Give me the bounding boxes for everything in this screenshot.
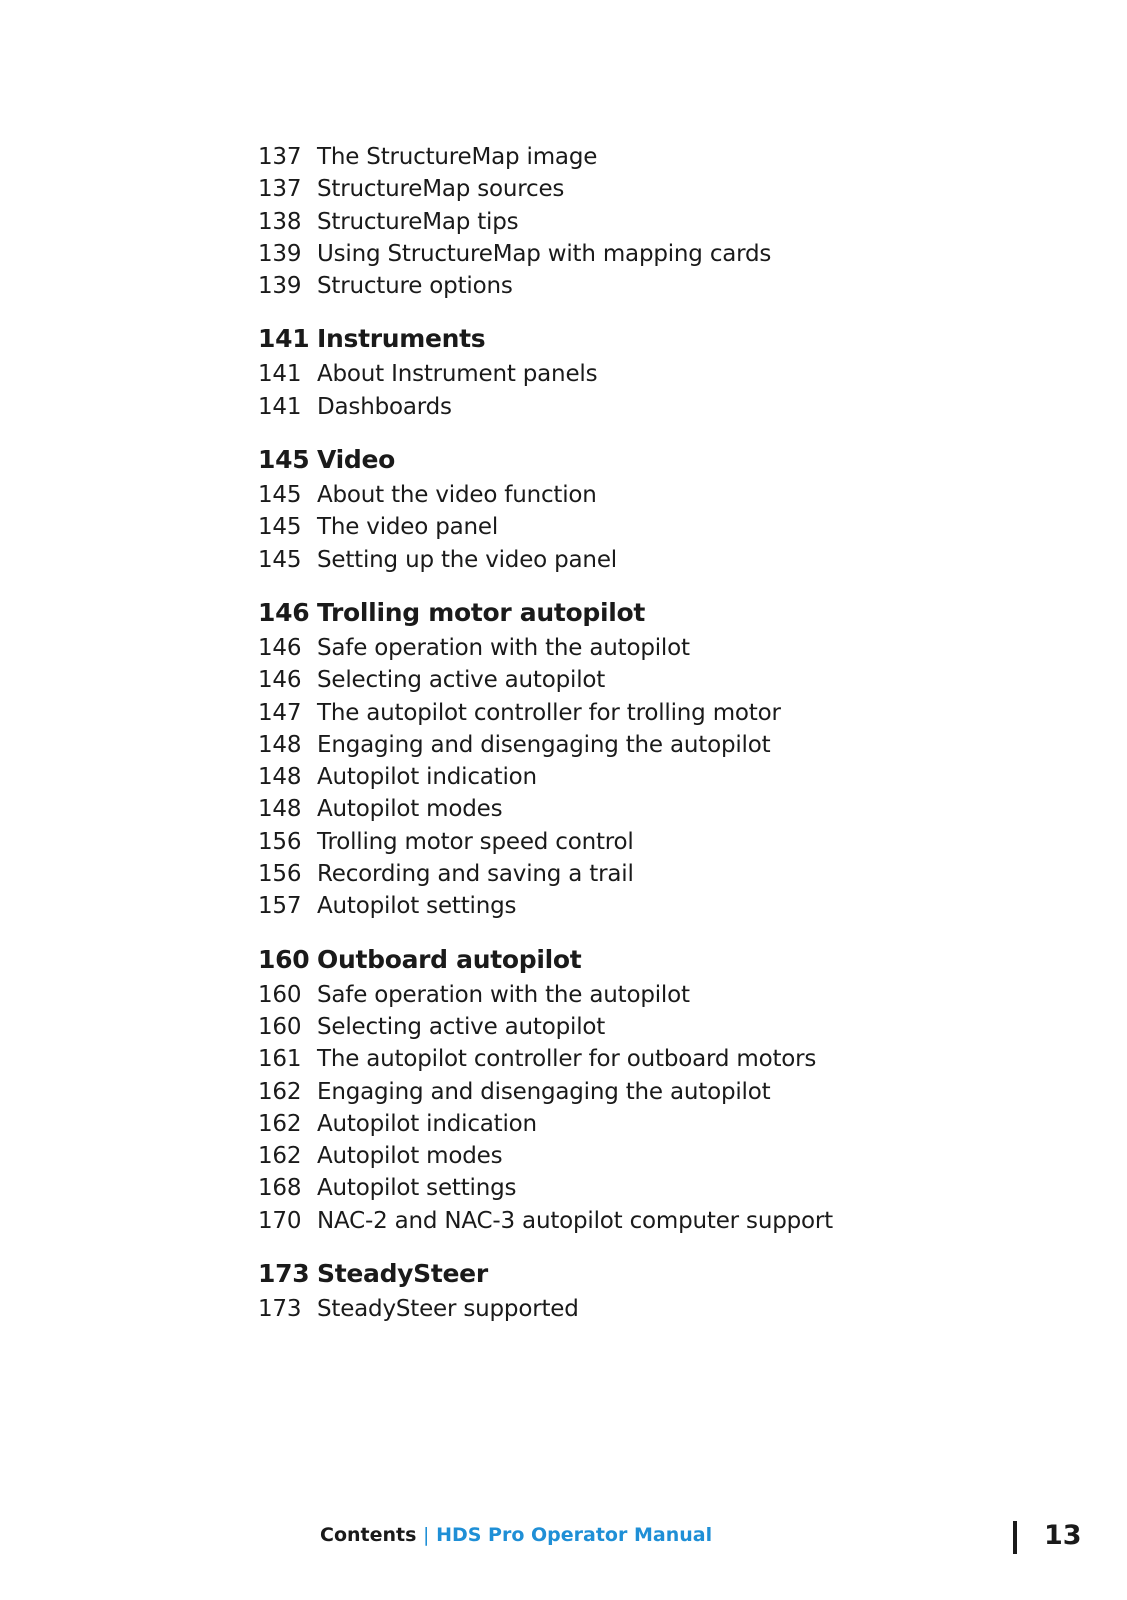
toc-entry[interactable] (258, 1205, 1058, 1237)
chapter-title: Instruments (317, 324, 486, 354)
toc-entry[interactable] (258, 1293, 1058, 1325)
toc-section (258, 1255, 1058, 1325)
toc-chapter-heading[interactable] (258, 594, 1058, 632)
entry-page-number: 161 (258, 1046, 302, 1073)
entry-title: Autopilot settings (317, 893, 517, 920)
toc-entry[interactable] (258, 206, 1058, 238)
toc-entry[interactable] (258, 858, 1058, 890)
toc-entry[interactable] (258, 1043, 1058, 1075)
toc-entry[interactable] (258, 632, 1058, 664)
entry-title: Autopilot indication (317, 1110, 537, 1137)
toc-entry[interactable] (258, 664, 1058, 696)
entry-page-number: 146 (258, 634, 302, 661)
entry-page-number: 170 (258, 1207, 302, 1234)
entry-title: Setting up the video panel (317, 546, 617, 573)
entry-page-number: 156 (258, 828, 302, 855)
entry-page-number: 145 (258, 514, 302, 541)
entry-page-number: 139 (258, 240, 302, 267)
chapter-page-number: 141 (258, 324, 310, 354)
entry-page-number: 162 (258, 1110, 302, 1137)
toc-entry[interactable] (258, 544, 1058, 576)
entry-page-number: 168 (258, 1175, 302, 1202)
footer-divider-bar (1013, 1521, 1017, 1554)
toc-entry[interactable] (258, 141, 1058, 173)
entry-page-number: 148 (258, 796, 302, 823)
footer-manual-title: HDS Pro Operator Manual (436, 1524, 713, 1546)
toc-entry[interactable] (258, 1076, 1058, 1108)
toc-entry[interactable] (258, 793, 1058, 825)
entry-page-number: 173 (258, 1296, 302, 1323)
chapter-page-number: 173 (258, 1259, 310, 1289)
entry-page-number: 156 (258, 861, 302, 888)
toc-entry[interactable] (258, 1172, 1058, 1204)
toc-entry[interactable] (258, 890, 1058, 922)
entry-title: Engaging and disengaging the autopilot (317, 1078, 771, 1105)
entry-title: Structure options (317, 273, 513, 300)
toc-entry[interactable] (258, 238, 1058, 270)
table-of-contents (258, 141, 1058, 1325)
entry-page-number: 145 (258, 546, 302, 573)
entry-page-number: 147 (258, 699, 302, 726)
entry-page-number: 137 (258, 176, 302, 203)
entry-title: Dashboards (317, 393, 452, 420)
toc-entry[interactable] (258, 729, 1058, 761)
entry-title: Selecting active autopilot (317, 667, 606, 694)
toc-section (258, 594, 1058, 923)
entry-page-number: 162 (258, 1143, 302, 1170)
footer-page-number: 13 (1044, 1520, 1082, 1551)
chapter-title: Trolling motor autopilot (317, 597, 646, 627)
entry-title: The video panel (317, 514, 499, 541)
chapter-title: Outboard autopilot (317, 944, 582, 974)
entry-title: The StructureMap image (317, 144, 598, 170)
entry-title: Safe operation with the autopilot (317, 981, 690, 1008)
entry-title: About Instrument panels (317, 361, 598, 388)
entry-title: StructureMap tips (317, 208, 519, 235)
entry-title: Autopilot settings (317, 1175, 517, 1202)
chapter-page-number: 146 (258, 597, 310, 627)
toc-entry[interactable] (258, 761, 1058, 793)
entry-page-number: 162 (258, 1078, 302, 1105)
entry-page-number: 160 (258, 1013, 302, 1040)
toc-entry[interactable] (258, 826, 1058, 858)
toc-chapter-heading[interactable] (258, 320, 1058, 358)
entry-title: Recording and saving a trail (317, 861, 634, 888)
chapter-title: Video (317, 445, 396, 475)
toc-section (258, 941, 1058, 1237)
entry-page-number: 137 (258, 144, 302, 170)
entry-title: The autopilot controller for outboard motors (317, 1046, 817, 1073)
toc-entry[interactable] (258, 391, 1058, 423)
footer-label (320, 1524, 712, 1546)
entry-page-number: 157 (258, 893, 302, 920)
entry-title: Autopilot indication (317, 764, 537, 791)
toc-entry[interactable] (258, 270, 1058, 302)
toc-entry[interactable] (258, 697, 1058, 729)
footer-contents-label: Contents (320, 1524, 417, 1546)
chapter-title: SteadySteer (317, 1259, 488, 1289)
entry-title: StructureMap sources (317, 176, 565, 203)
entry-page-number: 139 (258, 273, 302, 300)
page-footer (0, 1518, 1127, 1558)
entry-page-number: 141 (258, 393, 302, 420)
toc-entry[interactable] (258, 1011, 1058, 1043)
entry-title: NAC-2 and NAC-3 autopilot computer support (317, 1207, 833, 1234)
entry-title: Using StructureMap with mapping cards (317, 240, 772, 267)
entry-title: Autopilot modes (317, 1143, 503, 1170)
entry-page-number: 148 (258, 731, 302, 758)
entry-page-number: 160 (258, 981, 302, 1008)
toc-section (258, 320, 1058, 423)
entry-title: Trolling motor speed control (317, 828, 634, 855)
toc-section (258, 441, 1058, 576)
entry-title: Autopilot modes (317, 796, 503, 823)
entry-title: SteadySteer supported (317, 1296, 579, 1323)
toc-entry[interactable] (258, 511, 1058, 543)
entry-page-number: 141 (258, 361, 302, 388)
entry-page-number: 146 (258, 667, 302, 694)
toc-chapter-heading[interactable] (258, 441, 1058, 479)
toc-entry[interactable] (258, 979, 1058, 1011)
entry-title: About the video function (317, 482, 597, 509)
toc-entry[interactable] (258, 479, 1058, 511)
entry-title: Engaging and disengaging the autopilot (317, 731, 771, 758)
toc-chapter-heading[interactable] (258, 1255, 1058, 1293)
footer-separator: | (423, 1524, 430, 1546)
toc-section (258, 141, 1058, 302)
entry-page-number: 148 (258, 764, 302, 791)
toc-entry[interactable] (258, 1140, 1058, 1172)
entry-title: The autopilot controller for trolling motor (317, 699, 781, 726)
toc-chapter-heading[interactable] (258, 941, 1058, 979)
entry-page-number: 138 (258, 208, 302, 235)
entry-title: Selecting active autopilot (317, 1013, 606, 1040)
toc-entry[interactable] (258, 1108, 1058, 1140)
chapter-page-number: 160 (258, 944, 310, 974)
entry-title: Safe operation with the autopilot (317, 634, 690, 661)
entry-page-number: 145 (258, 482, 302, 509)
toc-entry[interactable] (258, 173, 1058, 205)
chapter-page-number: 145 (258, 445, 310, 475)
toc-entry[interactable] (258, 358, 1058, 390)
